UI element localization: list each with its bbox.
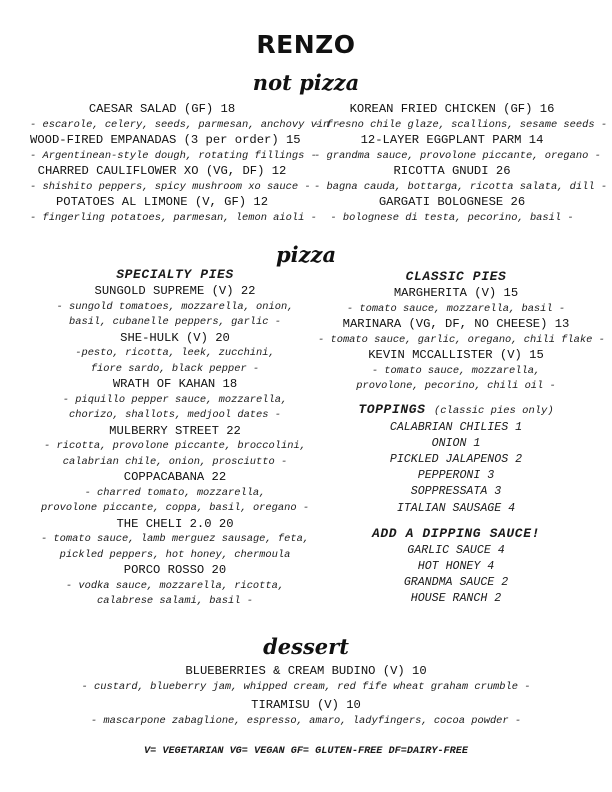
dipping-sauce-item: HOT HONEY 4 — [417, 559, 495, 573]
item-description: pickled peppers, hot honey, chermoula — [59, 548, 291, 561]
item-name: POTATOES AL LIMONE (V, GF) 12 — [55, 195, 269, 209]
restaurant-logo: RENZO — [256, 30, 356, 59]
topping-item: ONION 1 — [431, 436, 481, 450]
menu-item — [318, 348, 594, 395]
dietary-legend: V= VEGETARIAN VG= VEGAN GF= GLUTEN-FREE DF=DAIRY-FREE — [143, 746, 468, 757]
item-description: -pesto, ricotta, leek, zucchini, — [75, 347, 275, 359]
item-name: CHARRED CAULIFLOWER XO (VG, DF) 12 — [37, 164, 287, 178]
item-description: - custard, blueberry jam, whipped cream, red fife wheat graham crumble - — [81, 680, 531, 693]
item-name: PORCO ROSSO 20 — [123, 563, 227, 577]
item-description: - vodka sauce, mozzarella, ricotta, — [65, 579, 285, 592]
menu-item — [0, 664, 612, 695]
item-description: - Argentinean-style dough, rotating fillings - — [30, 149, 317, 162]
item-description: - bagna cauda, bottarga, ricotta salata, dill - — [314, 180, 608, 193]
item-name: TIRAMISU (V) 10 — [251, 698, 361, 712]
item-name: BLUEBERRIES & CREAM BUDINO (V) 10 — [185, 664, 427, 678]
menu-item — [30, 517, 320, 564]
dipping-sauce-item: GARLIC SAUCE 4 — [407, 543, 505, 557]
item-name: THE CHELI 2.0 20 — [116, 516, 234, 531]
toppings-block — [318, 401, 594, 517]
menu-item — [314, 164, 608, 195]
menu-item — [30, 284, 320, 331]
classic-pies-column — [318, 268, 605, 608]
menu-item — [30, 133, 317, 164]
classic-pies-heading: CLASSIC PIES — [405, 269, 507, 284]
item-description: provolone piccante, coppa, basil, oregano - — [40, 502, 310, 514]
menu-item — [30, 377, 320, 424]
item-description: - mascarpone zabaglione, espresso, amaro, ladyfingers, cocoa powder - — [90, 714, 522, 727]
item-description: - tomato sauce, lamb merguez sausage, feta, — [40, 533, 310, 545]
item-name: SUNGOLD SUPREME (V) 22 — [94, 284, 256, 298]
item-description: - fresno chile glaze, scallions, sesame seeds - — [314, 118, 608, 131]
item-description: - tomato sauce, mozzarella, basil - — [346, 302, 566, 315]
toppings-heading — [318, 401, 594, 420]
item-description: - ricotta, provolone piccante, broccolini, — [44, 440, 306, 452]
menu-item — [318, 317, 605, 348]
item-description: - shishito peppers, spicy mushroom xo sauce - — [30, 180, 311, 193]
item-description: basil, cubanelle peppers, garlic - — [68, 316, 281, 328]
topping-item: CALABRIAN CHILIES 1 — [389, 420, 523, 434]
item-description: - tomato sauce, garlic, oregano, chili flake - — [318, 333, 605, 346]
item-description: calabrian chile, onion, prosciutto - — [62, 455, 288, 468]
item-name: RICOTTA GNUDI 26 — [393, 164, 511, 178]
item-description: - fingerling potatoes, parmesan, lemon aioli - — [30, 211, 317, 224]
item-description: calabrese salami, basil - — [97, 595, 253, 607]
item-description: - sungold tomatoes, mozzarella, onion, — [56, 300, 294, 313]
menu-item — [30, 195, 317, 226]
not-pizza-right-column — [314, 102, 608, 226]
item-description: - piquillo pepper sauce, mozzarella, — [62, 393, 288, 406]
menu-item — [314, 195, 590, 226]
item-name: GARGATI BOLOGNESE 26 — [378, 195, 526, 209]
item-name: WOOD-FIRED EMPANADAS (3 per order) 15 — [30, 133, 301, 147]
item-description: - grandma sauce, provolone piccante, oregano - — [314, 149, 601, 162]
specialty-pies-column — [30, 266, 320, 610]
dipping-sauce-block — [318, 525, 594, 608]
toppings-note: (classic pies only) — [433, 404, 554, 417]
item-description: provolone, pecorino, chili oil - — [356, 380, 556, 392]
menu-item — [314, 133, 601, 164]
menu-item — [30, 102, 342, 133]
item-name: CAESAR SALAD (GF) 18 — [88, 102, 236, 116]
item-description: - charred tomato, mozzarella, — [84, 486, 266, 499]
dipping-sauce-item: HOUSE RANCH 2 — [410, 592, 502, 606]
item-description: - tomato sauce, mozzarella, — [371, 364, 541, 377]
dipping-sauce-item: GRANDMA SAUCE 2 — [403, 576, 509, 590]
section-heading-not-pizza: not pizza — [252, 70, 360, 95]
section-heading-dessert: dessert — [263, 634, 349, 659]
item-name: MARGHERITA (V) 15 — [393, 286, 519, 300]
menu-item — [30, 470, 320, 517]
menu-item — [30, 331, 320, 378]
item-name: SHE-HULK (V) 20 — [120, 330, 230, 345]
topping-item: PICKLED JALAPENOS 2 — [389, 452, 523, 466]
section-heading-pizza: pizza — [275, 242, 337, 267]
item-description: fiore sardo, black pepper - — [90, 362, 260, 375]
item-description: - bolognese di testa, pecorino, basil - — [330, 211, 574, 224]
menu-item — [30, 563, 320, 610]
item-name: 12-LAYER EGGPLANT PARM 14 — [360, 133, 544, 147]
toppings-title: TOPPINGS — [358, 401, 426, 417]
item-name: KEVIN MCCALLISTER (V) 15 — [368, 348, 544, 362]
topping-item: SOPPRESSATA 3 — [410, 485, 502, 499]
item-name: WRATH OF KAHAN 18 — [112, 377, 238, 391]
topping-item: ITALIAN SAUSAGE 4 — [396, 501, 516, 515]
item-name: COPPACABANA 22 — [123, 470, 227, 484]
topping-item: PEPPERONI 3 — [417, 469, 495, 483]
item-name: MULBERRY STREET 22 — [109, 423, 241, 438]
item-description: chorizo, shallots, medjool dates - — [68, 409, 281, 421]
specialty-pies-heading: SPECIALTY PIES — [116, 267, 234, 282]
dipping-sauce-heading: ADD A DIPPING SAUCE! — [371, 525, 541, 541]
menu-item — [30, 164, 311, 195]
dessert-column — [0, 664, 612, 729]
not-pizza-left-column — [30, 102, 342, 226]
menu-item — [314, 102, 608, 133]
item-description: - escarole, celery, seeds, parmesan, anchovy vin - — [30, 118, 342, 131]
menu-item — [318, 286, 594, 317]
menu-item — [30, 424, 320, 471]
item-name: MARINARA (VG, DF, NO CHEESE) 13 — [342, 317, 570, 331]
item-name: KOREAN FRIED CHICKEN (GF) 16 — [349, 102, 555, 116]
menu-item — [0, 698, 612, 729]
